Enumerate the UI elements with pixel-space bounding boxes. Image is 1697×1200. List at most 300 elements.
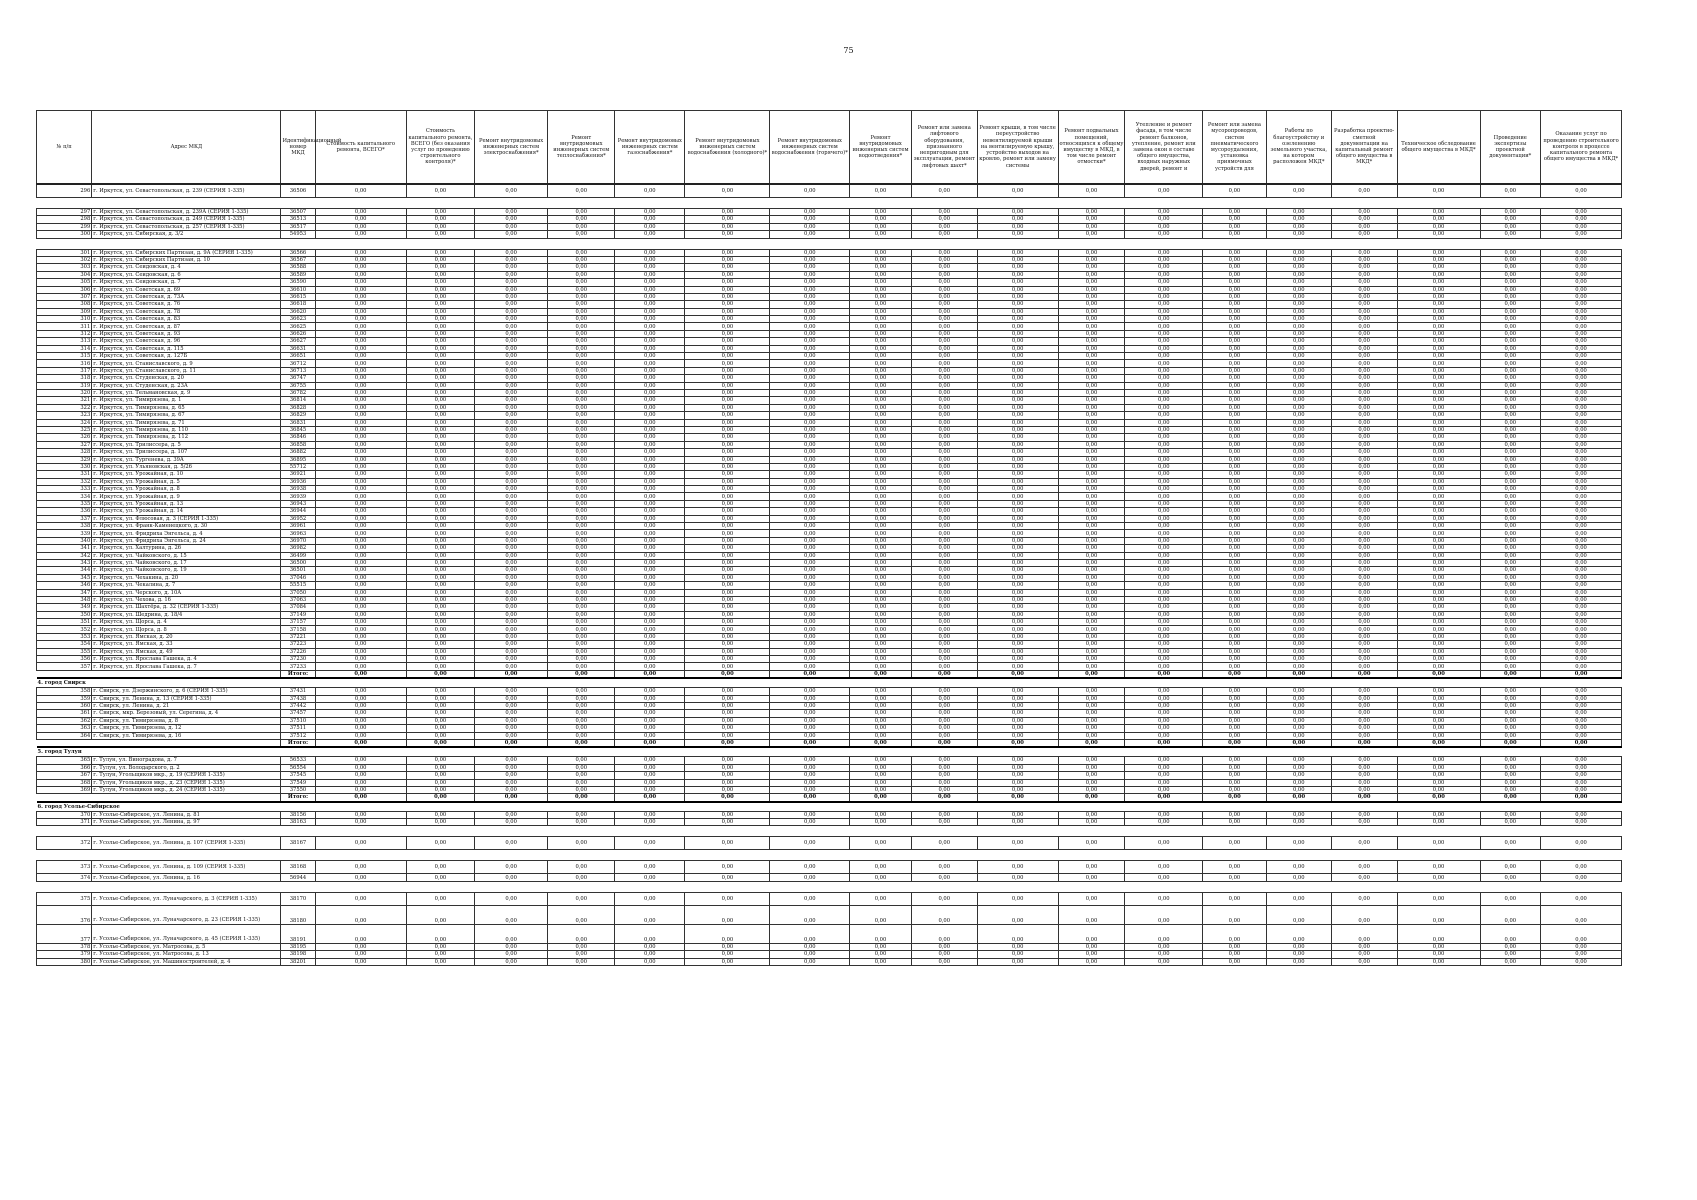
value-cell: 0,00 bbox=[406, 308, 474, 315]
value-cell: 0,00 bbox=[1125, 619, 1203, 626]
value-cell: 0,00 bbox=[1058, 611, 1125, 618]
value-cell: 0,00 bbox=[548, 582, 615, 589]
value-cell: 0,00 bbox=[315, 293, 406, 300]
value-cell: 0,00 bbox=[1203, 559, 1267, 566]
value-cell: 0,00 bbox=[1203, 695, 1267, 702]
value-cell: 0,00 bbox=[977, 323, 1058, 330]
value-cell: 0,00 bbox=[1058, 404, 1125, 411]
value-cell: 0,00 bbox=[548, 478, 615, 485]
address-cell: г. Свирск, ул. Ленина, д. 21 bbox=[92, 703, 281, 710]
value-cell: 0,00 bbox=[1480, 338, 1541, 345]
value-cell: 0,00 bbox=[1058, 779, 1125, 786]
value-cell: 0,00 bbox=[406, 434, 474, 441]
value-cell: 0,00 bbox=[548, 449, 615, 456]
value-cell: 0,00 bbox=[548, 764, 615, 771]
mkd-id-cell: 38191 bbox=[281, 924, 315, 943]
value-cell: 0,00 bbox=[1125, 426, 1203, 433]
value-cell: 0,00 bbox=[1266, 426, 1331, 433]
address-cell: г. Иркутск, ул. Ямская, д. 20 bbox=[92, 633, 281, 640]
value-cell: 0,00 bbox=[850, 449, 912, 456]
row-number: 331 bbox=[37, 471, 92, 478]
value-cell: 0,00 bbox=[548, 293, 615, 300]
value-cell: 0,00 bbox=[850, 397, 912, 404]
table-row bbox=[37, 441, 1622, 448]
value-cell: 0,00 bbox=[850, 493, 912, 500]
value-cell: 0,00 bbox=[548, 500, 615, 507]
value-cell: 0,00 bbox=[474, 567, 547, 574]
value-cell: 0,00 bbox=[850, 656, 912, 663]
mkd-id-cell: 36651 bbox=[281, 353, 315, 360]
value-cell: 0,00 bbox=[1125, 434, 1203, 441]
value-cell: 0,00 bbox=[1203, 256, 1267, 263]
table-row bbox=[37, 249, 1622, 256]
mkd-id-cell: 36858 bbox=[281, 441, 315, 448]
value-cell: 0,00 bbox=[911, 216, 977, 223]
value-cell: 0,00 bbox=[1058, 264, 1125, 271]
value-cell: 0,00 bbox=[1125, 757, 1203, 764]
address-cell: г. Иркутск, ул. Советская, д. 127Б bbox=[92, 353, 281, 360]
value-cell: 0,00 bbox=[1203, 419, 1267, 426]
value-cell: 0,00 bbox=[850, 223, 912, 230]
value-cell: 0,00 bbox=[406, 301, 474, 308]
value-cell: 0,00 bbox=[1125, 611, 1203, 618]
value-cell: 0,00 bbox=[977, 301, 1058, 308]
value-cell: 0,00 bbox=[1125, 389, 1203, 396]
value-cell: 0,00 bbox=[548, 874, 615, 881]
value-cell: 0,00 bbox=[1058, 500, 1125, 507]
total-value-cell: 0,00 bbox=[1331, 794, 1397, 802]
address-cell: г. Тулун, Угольщиков мкр., д. 24 (СЕРИЯ 1-335) bbox=[92, 786, 281, 793]
value-cell: 0,00 bbox=[685, 695, 770, 702]
value-cell: 0,00 bbox=[1541, 951, 1622, 958]
value-cell: 0,00 bbox=[850, 951, 912, 958]
address-cell: г. Иркутск, ул. Шахтёра, д. 32 (СЕРИЯ 1-335) bbox=[92, 604, 281, 611]
row-number: 379 bbox=[37, 951, 92, 958]
mkd-id-cell: 36938 bbox=[281, 486, 315, 493]
row-number: 357 bbox=[37, 663, 92, 670]
value-cell: 0,00 bbox=[406, 764, 474, 771]
value-cell: 0,00 bbox=[685, 725, 770, 732]
value-cell: 0,00 bbox=[1331, 811, 1397, 818]
value-cell: 0,00 bbox=[770, 308, 850, 315]
value-cell: 0,00 bbox=[770, 905, 850, 924]
value-cell: 0,00 bbox=[1266, 486, 1331, 493]
value-cell: 0,00 bbox=[315, 508, 406, 515]
value-cell: 0,00 bbox=[977, 330, 1058, 337]
value-cell: 0,00 bbox=[1266, 367, 1331, 374]
value-cell: 0,00 bbox=[977, 545, 1058, 552]
total-value-cell: 0,00 bbox=[1125, 794, 1203, 802]
value-cell: 0,00 bbox=[770, 389, 850, 396]
row-number: 319 bbox=[37, 382, 92, 389]
value-cell: 0,00 bbox=[1480, 293, 1541, 300]
value-cell: 0,00 bbox=[1480, 757, 1541, 764]
value-cell: 0,00 bbox=[850, 604, 912, 611]
value-cell: 0,00 bbox=[548, 389, 615, 396]
value-cell: 0,00 bbox=[1480, 648, 1541, 655]
value-cell: 0,00 bbox=[1266, 732, 1331, 739]
value-cell: 0,00 bbox=[474, 345, 547, 352]
mkd-id-cell: 36814 bbox=[281, 397, 315, 404]
value-cell: 0,00 bbox=[1125, 323, 1203, 330]
value-cell: 0,00 bbox=[615, 764, 685, 771]
value-cell: 0,00 bbox=[1203, 249, 1267, 256]
address-cell: г. Иркутск, ул. Станиславского, д. 11 bbox=[92, 367, 281, 374]
table-row bbox=[37, 404, 1622, 411]
value-cell: 0,00 bbox=[474, 375, 547, 382]
value-cell: 0,00 bbox=[977, 732, 1058, 739]
value-cell: 0,00 bbox=[315, 688, 406, 695]
value-cell: 0,00 bbox=[1397, 596, 1480, 603]
value-cell: 0,00 bbox=[1480, 184, 1541, 198]
value-cell: 0,00 bbox=[406, 338, 474, 345]
value-cell: 0,00 bbox=[1266, 924, 1331, 943]
value-cell: 0,00 bbox=[977, 449, 1058, 456]
address-cell: г. Иркутск, ул. Тимирязева, д. 65 bbox=[92, 404, 281, 411]
value-cell: 0,00 bbox=[1541, 656, 1622, 663]
value-cell: 0,00 bbox=[1541, 567, 1622, 574]
value-cell: 0,00 bbox=[406, 695, 474, 702]
value-cell: 0,00 bbox=[1125, 559, 1203, 566]
mkd-id-cell: 38168 bbox=[281, 861, 315, 874]
mkd-id-cell: 55515 bbox=[281, 582, 315, 589]
value-cell: 0,00 bbox=[685, 905, 770, 924]
table-row bbox=[37, 456, 1622, 463]
value-cell: 0,00 bbox=[615, 500, 685, 507]
value-cell: 0,00 bbox=[315, 286, 406, 293]
value-cell: 0,00 bbox=[1266, 619, 1331, 626]
value-cell: 0,00 bbox=[315, 892, 406, 905]
value-cell: 0,00 bbox=[977, 471, 1058, 478]
value-cell: 0,00 bbox=[770, 508, 850, 515]
table-header-row bbox=[37, 111, 1622, 185]
value-cell: 0,00 bbox=[1331, 559, 1397, 566]
value-cell: 0,00 bbox=[685, 271, 770, 278]
value-cell: 0,00 bbox=[850, 567, 912, 574]
value-cell: 0,00 bbox=[615, 345, 685, 352]
total-value-cell: 0,00 bbox=[1266, 739, 1331, 747]
value-cell: 0,00 bbox=[1058, 486, 1125, 493]
value-cell: 0,00 bbox=[770, 523, 850, 530]
value-cell: 0,00 bbox=[315, 279, 406, 286]
value-cell: 0,00 bbox=[615, 958, 685, 965]
value-cell: 0,00 bbox=[1125, 449, 1203, 456]
value-cell: 0,00 bbox=[474, 404, 547, 411]
value-cell: 0,00 bbox=[1058, 861, 1125, 874]
table-row bbox=[37, 508, 1622, 515]
value-cell: 0,00 bbox=[406, 209, 474, 216]
value-cell: 0,00 bbox=[977, 264, 1058, 271]
value-cell: 0,00 bbox=[1480, 567, 1541, 574]
total-value-cell: 0,00 bbox=[315, 739, 406, 747]
value-cell: 0,00 bbox=[1541, 905, 1622, 924]
address-cell: г. Иркутск, ул. Севастопольская, д. 257 (СЕРИЯ 1-335) bbox=[92, 223, 281, 230]
value-cell: 0,00 bbox=[474, 412, 547, 419]
total-value-cell: 0,00 bbox=[315, 794, 406, 802]
value-cell: 0,00 bbox=[770, 256, 850, 263]
value-cell: 0,00 bbox=[1125, 271, 1203, 278]
value-cell: 0,00 bbox=[315, 611, 406, 618]
value-cell: 0,00 bbox=[977, 710, 1058, 717]
value-cell: 0,00 bbox=[850, 308, 912, 315]
value-cell: 0,00 bbox=[548, 256, 615, 263]
value-cell: 0,00 bbox=[1397, 924, 1480, 943]
value-cell: 0,00 bbox=[1397, 209, 1480, 216]
value-cell: 0,00 bbox=[850, 463, 912, 470]
value-cell: 0,00 bbox=[406, 508, 474, 515]
value-cell: 0,00 bbox=[406, 641, 474, 648]
value-cell: 0,00 bbox=[474, 545, 547, 552]
value-cell: 0,00 bbox=[315, 449, 406, 456]
address-cell: г. Иркутск, ул. Щорса, д. 4 bbox=[92, 619, 281, 626]
value-cell: 0,00 bbox=[1058, 515, 1125, 522]
value-cell: 0,00 bbox=[1203, 958, 1267, 965]
mkd-id-cell: 36588 bbox=[281, 264, 315, 271]
value-cell: 0,00 bbox=[315, 779, 406, 786]
value-cell: 0,00 bbox=[685, 264, 770, 271]
value-cell: 0,00 bbox=[1541, 426, 1622, 433]
value-cell: 0,00 bbox=[1397, 663, 1480, 670]
value-cell: 0,00 bbox=[685, 375, 770, 382]
value-cell: 0,00 bbox=[1397, 582, 1480, 589]
value-cell: 0,00 bbox=[1203, 943, 1267, 950]
row-number: 322 bbox=[37, 404, 92, 411]
value-cell: 0,00 bbox=[1541, 695, 1622, 702]
row-number: 378 bbox=[37, 943, 92, 950]
value-cell: 0,00 bbox=[685, 434, 770, 441]
value-cell: 0,00 bbox=[1397, 732, 1480, 739]
value-cell: 0,00 bbox=[1480, 382, 1541, 389]
value-cell: 0,00 bbox=[615, 633, 685, 640]
address-cell: г. Иркутск, ул. Студенская, д. 23А bbox=[92, 382, 281, 389]
table-row bbox=[37, 184, 1622, 198]
row-number: 334 bbox=[37, 493, 92, 500]
value-cell: 0,00 bbox=[315, 861, 406, 874]
value-cell: 0,00 bbox=[1397, 449, 1480, 456]
value-cell: 0,00 bbox=[1203, 264, 1267, 271]
value-cell: 0,00 bbox=[474, 353, 547, 360]
value-cell: 0,00 bbox=[1266, 286, 1331, 293]
value-cell: 0,00 bbox=[1266, 389, 1331, 396]
value-cell: 0,00 bbox=[1541, 397, 1622, 404]
value-cell: 0,00 bbox=[911, 493, 977, 500]
value-cell: 0,00 bbox=[1203, 500, 1267, 507]
value-cell: 0,00 bbox=[770, 567, 850, 574]
table-row bbox=[37, 493, 1622, 500]
value-cell: 0,00 bbox=[1266, 449, 1331, 456]
value-cell: 0,00 bbox=[1480, 786, 1541, 793]
value-cell: 0,00 bbox=[406, 589, 474, 596]
value-cell: 0,00 bbox=[770, 184, 850, 198]
total-value-cell: 0,00 bbox=[1397, 794, 1480, 802]
value-cell: 0,00 bbox=[474, 389, 547, 396]
value-cell: 0,00 bbox=[911, 523, 977, 530]
total-value-cell: 0,00 bbox=[685, 794, 770, 802]
value-cell: 0,00 bbox=[615, 648, 685, 655]
value-cell: 0,00 bbox=[685, 360, 770, 367]
value-cell: 0,00 bbox=[1125, 249, 1203, 256]
value-cell: 0,00 bbox=[850, 256, 912, 263]
value-cell: 0,00 bbox=[977, 478, 1058, 485]
total-value-cell: 0,00 bbox=[1058, 739, 1125, 747]
mkd-id-cell: 37438 bbox=[281, 695, 315, 702]
table-row bbox=[37, 419, 1622, 426]
value-cell: 0,00 bbox=[911, 404, 977, 411]
row-number: 333 bbox=[37, 486, 92, 493]
address-cell: г. Иркутск, ул. Севастопольская, д. 239А (СЕРИЯ 1-335) bbox=[92, 209, 281, 216]
value-cell: 0,00 bbox=[1125, 338, 1203, 345]
value-cell: 0,00 bbox=[1058, 537, 1125, 544]
value-cell: 0,00 bbox=[1397, 345, 1480, 352]
value-cell: 0,00 bbox=[977, 874, 1058, 881]
value-cell: 0,00 bbox=[685, 663, 770, 670]
value-cell: 0,00 bbox=[406, 256, 474, 263]
value-cell: 0,00 bbox=[1541, 216, 1622, 223]
value-cell: 0,00 bbox=[1203, 757, 1267, 764]
value-cell: 0,00 bbox=[1125, 567, 1203, 574]
address-cell: г. Иркутск, ул. Шедрина, д. 18/4 bbox=[92, 611, 281, 618]
value-cell: 0,00 bbox=[548, 515, 615, 522]
value-cell: 0,00 bbox=[770, 596, 850, 603]
value-cell: 0,00 bbox=[1331, 892, 1397, 905]
value-cell: 0,00 bbox=[1203, 619, 1267, 626]
value-cell: 0,00 bbox=[1397, 725, 1480, 732]
value-cell: 0,00 bbox=[770, 703, 850, 710]
value-cell: 0,00 bbox=[850, 619, 912, 626]
value-cell: 0,00 bbox=[770, 301, 850, 308]
value-cell: 0,00 bbox=[1480, 874, 1541, 881]
value-cell: 0,00 bbox=[1397, 772, 1480, 779]
table-row bbox=[37, 641, 1622, 648]
table-row bbox=[37, 732, 1622, 739]
value-cell: 0,00 bbox=[315, 530, 406, 537]
value-cell: 0,00 bbox=[770, 619, 850, 626]
mkd-id-cell: 36623 bbox=[281, 316, 315, 323]
value-cell: 0,00 bbox=[850, 360, 912, 367]
value-cell: 0,00 bbox=[770, 559, 850, 566]
value-cell: 0,00 bbox=[1125, 375, 1203, 382]
mkd-id-cell: 36631 bbox=[281, 345, 315, 352]
value-cell: 0,00 bbox=[850, 286, 912, 293]
value-cell: 0,00 bbox=[911, 725, 977, 732]
value-cell: 0,00 bbox=[315, 216, 406, 223]
total-value-cell: 0,00 bbox=[850, 739, 912, 747]
total-row bbox=[37, 794, 1622, 802]
column-header-4: Стоимость капитального ремонта, ВСЕГО* bbox=[315, 111, 406, 185]
value-cell: 0,00 bbox=[1125, 626, 1203, 633]
value-cell: 0,00 bbox=[315, 633, 406, 640]
value-cell: 0,00 bbox=[977, 271, 1058, 278]
value-cell: 0,00 bbox=[615, 786, 685, 793]
value-cell: 0,00 bbox=[1203, 574, 1267, 581]
value-cell: 0,00 bbox=[1058, 375, 1125, 382]
value-cell: 0,00 bbox=[315, 493, 406, 500]
address-cell: г. Иркутск, ул. Станиславского, д. 9 bbox=[92, 360, 281, 367]
value-cell: 0,00 bbox=[548, 264, 615, 271]
value-cell: 0,00 bbox=[770, 695, 850, 702]
address-cell: г. Иркутск, ул. Урожайная, д. 8 bbox=[92, 486, 281, 493]
value-cell: 0,00 bbox=[1331, 732, 1397, 739]
value-cell: 0,00 bbox=[474, 223, 547, 230]
table-row bbox=[37, 951, 1622, 958]
value-cell: 0,00 bbox=[770, 663, 850, 670]
value-cell: 0,00 bbox=[1331, 656, 1397, 663]
value-cell: 0,00 bbox=[850, 523, 912, 530]
value-cell: 0,00 bbox=[1125, 216, 1203, 223]
value-cell: 0,00 bbox=[1480, 500, 1541, 507]
value-cell: 0,00 bbox=[685, 764, 770, 771]
value-cell: 0,00 bbox=[1203, 648, 1267, 655]
value-cell: 0,00 bbox=[474, 626, 547, 633]
value-cell: 0,00 bbox=[1266, 338, 1331, 345]
value-cell: 0,00 bbox=[406, 688, 474, 695]
mkd-id-cell: 37046 bbox=[281, 574, 315, 581]
value-cell: 0,00 bbox=[1331, 256, 1397, 263]
row-number: 300 bbox=[37, 231, 92, 238]
total-value-cell: 0,00 bbox=[685, 670, 770, 678]
column-header-3: Идентификационный номер МКД bbox=[281, 111, 315, 185]
section-heading bbox=[37, 747, 1622, 757]
value-cell: 0,00 bbox=[1058, 837, 1125, 850]
value-cell: 0,00 bbox=[1125, 764, 1203, 771]
value-cell: 0,00 bbox=[1480, 223, 1541, 230]
value-cell: 0,00 bbox=[911, 184, 977, 198]
value-cell: 0,00 bbox=[1058, 523, 1125, 530]
value-cell: 0,00 bbox=[1331, 338, 1397, 345]
value-cell: 0,00 bbox=[911, 951, 977, 958]
value-cell: 0,00 bbox=[911, 811, 977, 818]
value-cell: 0,00 bbox=[1203, 184, 1267, 198]
value-cell: 0,00 bbox=[850, 345, 912, 352]
table-row bbox=[37, 710, 1622, 717]
value-cell: 0,00 bbox=[1058, 892, 1125, 905]
value-cell: 0,00 bbox=[1331, 695, 1397, 702]
value-cell: 0,00 bbox=[685, 515, 770, 522]
value-cell: 0,00 bbox=[1266, 231, 1331, 238]
value-cell: 0,00 bbox=[977, 360, 1058, 367]
value-cell: 0,00 bbox=[1203, 382, 1267, 389]
value-cell: 0,00 bbox=[1397, 641, 1480, 648]
value-cell: 0,00 bbox=[548, 471, 615, 478]
address-cell: г. Усолье-Сибирское, ул. Матросова, д. 5 bbox=[92, 943, 281, 950]
value-cell: 0,00 bbox=[1266, 943, 1331, 950]
value-cell: 0,00 bbox=[685, 316, 770, 323]
value-cell: 0,00 bbox=[474, 449, 547, 456]
mkd-id-cell: 36615 bbox=[281, 293, 315, 300]
value-cell: 0,00 bbox=[1397, 626, 1480, 633]
value-cell: 0,00 bbox=[685, 596, 770, 603]
value-cell: 0,00 bbox=[615, 360, 685, 367]
value-cell: 0,00 bbox=[1480, 419, 1541, 426]
value-cell: 0,00 bbox=[406, 567, 474, 574]
value-cell: 0,00 bbox=[615, 216, 685, 223]
address-cell: г. Тулун, Угольщиков мкр., д. 19 (СЕРИЯ 1-335) bbox=[92, 772, 281, 779]
value-cell: 0,00 bbox=[1125, 184, 1203, 198]
value-cell: 0,00 bbox=[770, 582, 850, 589]
value-cell: 0,00 bbox=[1480, 508, 1541, 515]
table-row bbox=[37, 764, 1622, 771]
value-cell: 0,00 bbox=[685, 323, 770, 330]
value-cell: 0,00 bbox=[548, 951, 615, 958]
value-cell: 0,00 bbox=[315, 264, 406, 271]
value-cell: 0,00 bbox=[1058, 441, 1125, 448]
value-cell: 0,00 bbox=[474, 330, 547, 337]
value-cell: 0,00 bbox=[1331, 633, 1397, 640]
value-cell: 0,00 bbox=[770, 958, 850, 965]
table-row bbox=[37, 523, 1622, 530]
value-cell: 0,00 bbox=[1203, 308, 1267, 315]
mkd-id-cell: 36846 bbox=[281, 434, 315, 441]
